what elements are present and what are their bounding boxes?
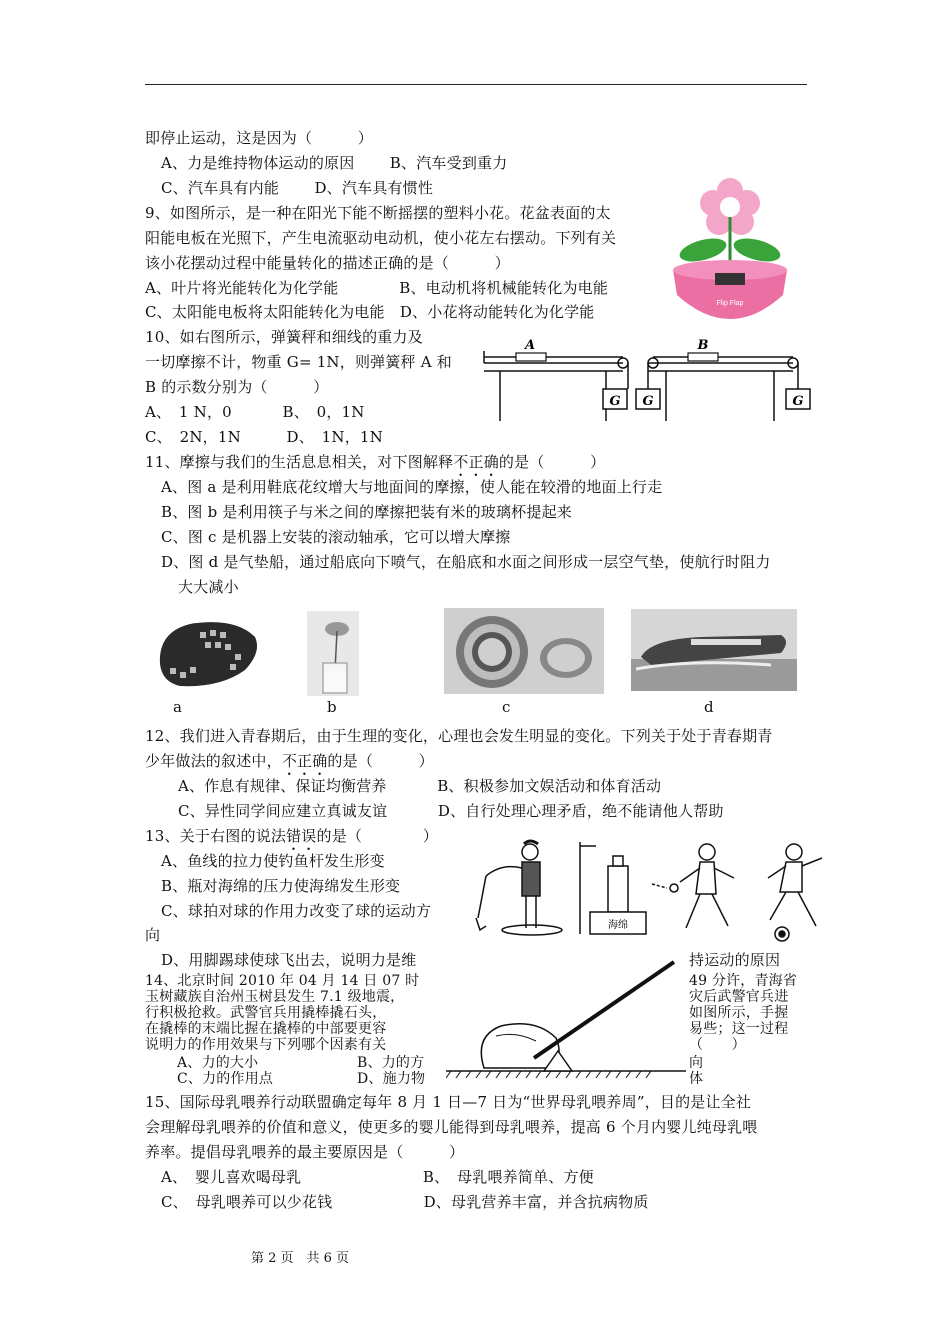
q11-stem-pre: 11、摩擦与我们的生活息息相关，对下图解释 <box>145 453 454 471</box>
shoe-sole-image <box>150 612 265 694</box>
scale-a-label: A <box>524 338 536 353</box>
q12-stem-pre: 少年做法的叙述中， <box>145 752 282 770</box>
q13-option-c-2: 向 <box>145 926 161 944</box>
q9-stem-3: 该小花摆动过程中能量转化的描述正确的是（ ） <box>145 254 510 272</box>
q13-option-c-1: C、球拍对球的作用力改变了球的运动方 <box>161 902 432 920</box>
q14-option-c: C、力的作用点 <box>177 1071 274 1087</box>
q10-stem-1: 10、如右图所示，弹簧秤和细线的重力及 <box>145 328 423 346</box>
q11-stem-emph: 不正确 <box>453 453 499 471</box>
q13-stem-post: 的是（ ） <box>316 827 439 845</box>
q15-stem-1: 15、国际母乳喂养行动联盟确定每年 8 月 1 日—7 日为“世界母乳喂养周”，目的是让全社 <box>145 1093 752 1111</box>
page-footer: 第 2 页 共 6 页 <box>250 1251 350 1266</box>
q8-options-cd: C、汽车具有内能 D、汽车具有惯性 <box>161 179 434 197</box>
q9-options-cd: C、太阳能电板将太阳能转化为电能 D、小花将动能转化为化学能 <box>145 303 595 321</box>
q14-line-5-right: （ ） <box>689 1037 746 1053</box>
q13-option-d-left: D、用脚踢球使球飞出去，说明力是维 <box>161 951 417 969</box>
q14-option-a: A、力的大小 <box>177 1055 259 1071</box>
crowbar <box>534 962 674 1058</box>
q14-line-1-right: 49 分许，青海省 <box>689 973 798 989</box>
q11-stem-post: 的是（ ） <box>498 453 606 471</box>
q14-line-5: 说明力的作用效果与下列哪个因素有关 <box>145 1037 387 1053</box>
q12-stem-1: 12、我们进入青春期后，由于生理的变化，心理也会发生明显的变化。下列关于处于青春期青 <box>145 727 773 745</box>
q14-option-d-cont: 体 <box>689 1071 704 1087</box>
q14-option-b-cont: 向 <box>689 1055 704 1071</box>
q10-stem-2: 一切摩擦不计，物重 G= 1N，则弹簧秤 A 和 <box>145 353 452 371</box>
q9-options-ab: A、叶片将光能转化为化学能 B、电动机将机械能转化为电能 <box>145 279 609 297</box>
chopsticks-cup-image <box>307 611 359 696</box>
q9-stem-1: 9、如图所示，是一种在阳光下能不断摇摆的塑料小花。花盆表面的太 <box>145 204 611 222</box>
caption-b: b <box>327 698 337 716</box>
q13-stem-pre: 13、关于右图的说法 <box>145 827 287 845</box>
q14-line-3: 行积极抢救。武警官兵用撬棒撬石头， <box>145 1005 387 1021</box>
q14-option-d: D、施力物 <box>357 1071 426 1087</box>
q10-options-cd: C、 2N，1N D、 1N，1N <box>145 428 383 446</box>
q13-option-d-right: 持运动的原因 <box>689 951 781 969</box>
rock <box>481 1024 559 1068</box>
q11-option-d-1: D、图 d 是气垫船，通过船底向下喷气，在船底和水面之间形成一层空气垫，使航行时阻力 <box>161 553 771 571</box>
pot-label: Flip Flap <box>716 300 744 307</box>
q12-stem-2 <box>145 751 434 779</box>
caption-c: c <box>502 698 511 716</box>
caption-d: d <box>704 698 714 716</box>
hovercraft-image <box>631 609 797 691</box>
caption-a: a <box>173 698 182 716</box>
q14-line-3-right: 如图所示，手握 <box>689 1005 789 1021</box>
q13-option-b: B、瓶对海绵的压力使海绵发生形变 <box>161 877 401 895</box>
q10-stem-3: B 的示数分别为（ ） <box>145 378 329 396</box>
spring-scale-b <box>688 353 718 361</box>
q14-line-4: 在撬棒的末端比握在撬棒的中部要更容 <box>145 1021 387 1037</box>
q8-options-ab: A、力是维持物体运动的原因 B、汽车受到重力 <box>161 154 508 172</box>
q11-option-d-2: 大大减小 <box>178 578 239 596</box>
ball-bearing-image <box>444 608 604 694</box>
q12-options-cd: C、异性同学间应建立真诚友谊 D、自行处理心理矛盾，绝不能请他人帮助 <box>178 802 724 820</box>
q14-line-4-right: 易些；这一过程 <box>689 1021 789 1037</box>
header-rule <box>145 84 807 85</box>
q14-line-2: 玉树藏族自治州玉树县发生 7.1 级地震， <box>145 989 405 1005</box>
q15-stem-3: 养率。提倡母乳喂养的最主要原因是（ ） <box>145 1143 465 1161</box>
q13-stem <box>145 826 438 854</box>
bottle-on-sponge <box>580 842 646 934</box>
q12-stem-emph: 不正确 <box>281 752 328 770</box>
q13-option-a: A、鱼线的拉力使钓鱼杆发生形变 <box>161 852 385 870</box>
q11-stem <box>145 452 605 480</box>
q15-options-ab: A、 婴儿喜欢喝母乳 B、 母乳喂养简单、方便 <box>161 1168 594 1186</box>
weight-1: G <box>609 394 621 409</box>
spring-scale-figure <box>478 333 823 423</box>
force-examples-figure <box>472 838 837 946</box>
q10-options-ab: A、 1 N，0 B、 0，1N <box>145 403 365 421</box>
q14-line-2-right: 灾后武警官兵进 <box>689 989 789 1005</box>
q13-stem-emph: 错误 <box>286 827 317 845</box>
scale-b-label: B <box>697 338 709 353</box>
solar-panel <box>715 273 745 285</box>
q15-stem-2: 会理解母乳喂养的价值和意义，使更多的婴儿能得到母乳喂养，提高 6 个月内婴儿纯母乳喂 <box>145 1118 758 1136</box>
q12-stem-post: 的是（ ） <box>327 752 434 770</box>
q8-stem: 即停止运动，这是因为（ ） <box>145 129 374 147</box>
weight-3: G <box>792 394 804 409</box>
solar-flower-figure <box>665 175 795 335</box>
q9-stem-2: 阳能电板在光照下，产生电流驱动电动机，使小花左右摆动。下列有关 <box>145 229 617 247</box>
weight-2: G <box>642 394 654 409</box>
q11-option-b: B、图 b 是利用筷子与米之间的摩擦把装有米的玻璃杯提起来 <box>161 503 572 521</box>
q11-option-c: C、图 c 是机器上安装的滚动轴承，它可以增大摩擦 <box>161 528 511 546</box>
crowbar-rock-figure <box>446 956 686 1080</box>
q15-options-cd: C、 母乳喂养可以少花钱 D、母乳营养丰富，并含抗病物质 <box>161 1193 649 1211</box>
spring-scale-a <box>516 353 546 361</box>
sponge-label: 海绵 <box>608 920 628 931</box>
q14-line-1: 14、北京时间 2010 年 04 月 14 日 07 时 <box>145 973 420 989</box>
q12-options-ab: A、作息有规律、保证均衡营养 B、积极参加文娱活动和体育活动 <box>178 777 662 795</box>
q14-option-b: B、力的方 <box>357 1055 425 1071</box>
q11-option-a: A、图 a 是利用鞋底花纹增大与地面间的摩擦，使人能在较滑的地面上行走 <box>161 478 663 496</box>
